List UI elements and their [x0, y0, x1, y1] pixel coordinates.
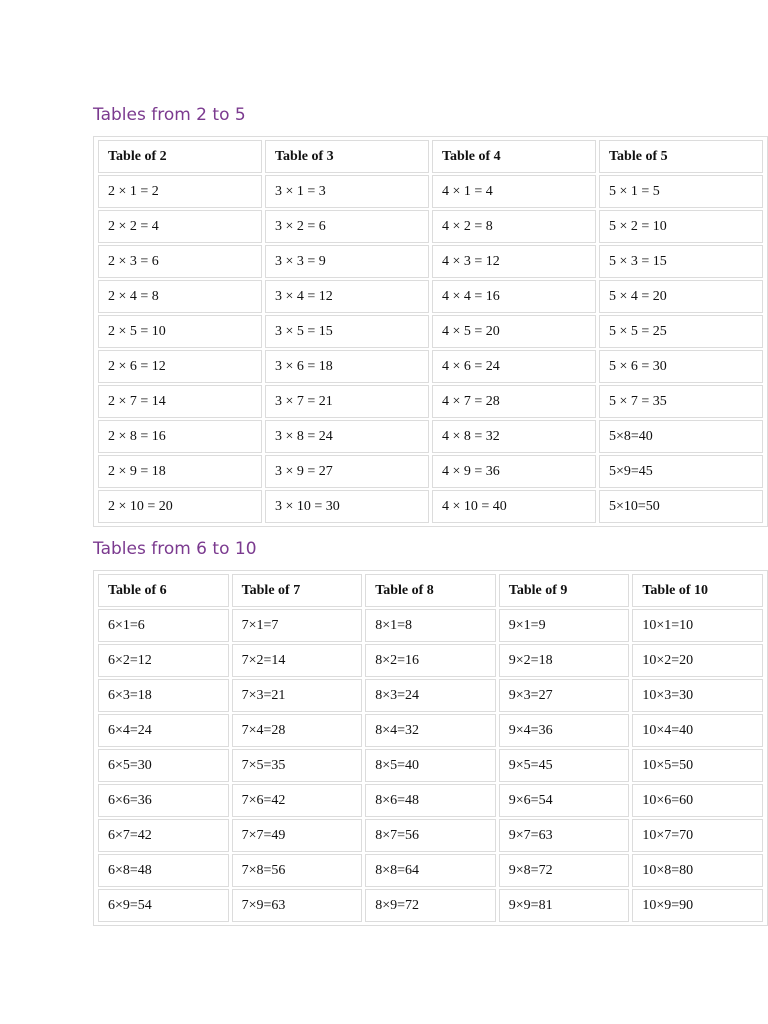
table-cell: 4 × 6 = 24 [432, 350, 596, 383]
table-cell: 7×1=7 [232, 609, 363, 642]
table-cell: 9×3=27 [499, 679, 630, 712]
table-cell: 2 × 5 = 10 [98, 315, 262, 348]
table-row [98, 784, 763, 817]
table-cell: 4 × 10 = 40 [432, 490, 596, 523]
table-cell: 4 × 2 = 8 [432, 210, 596, 243]
table-row [98, 350, 763, 383]
table-row [98, 315, 763, 348]
table-cell: 8×9=72 [365, 889, 496, 922]
table-row [98, 714, 763, 747]
table-cell: 9×1=9 [499, 609, 630, 642]
column-header: Table of 6 [98, 574, 229, 607]
table-cell: 3 × 8 = 24 [265, 420, 429, 453]
multiplication-table-6-to-10 [95, 572, 766, 924]
table-cell: 9×6=54 [499, 784, 630, 817]
table-cell: 5 × 1 = 5 [599, 175, 763, 208]
table-cell: 3 × 4 = 12 [265, 280, 429, 313]
column-header: Table of 5 [599, 140, 763, 173]
table-cell: 2 × 4 = 8 [98, 280, 262, 313]
table-cell: 3 × 5 = 15 [265, 315, 429, 348]
table-cell: 3 × 9 = 27 [265, 455, 429, 488]
column-header: Table of 3 [265, 140, 429, 173]
table-cell: 10×7=70 [632, 819, 763, 852]
table-cell: 9×4=36 [499, 714, 630, 747]
table-cell: 7×8=56 [232, 854, 363, 887]
column-header: Table of 9 [499, 574, 630, 607]
table-cell: 10×9=90 [632, 889, 763, 922]
column-header: Table of 7 [232, 574, 363, 607]
table-cell: 3 × 2 = 6 [265, 210, 429, 243]
table-cell: 6×8=48 [98, 854, 229, 887]
table-row [98, 819, 763, 852]
section-title-tables-6-to-10: Tables from 6 to 10 [93, 539, 257, 559]
table-cell: 7×5=35 [232, 749, 363, 782]
table-cell: 7×4=28 [232, 714, 363, 747]
table-cell: 4 × 9 = 36 [432, 455, 596, 488]
table-cell: 4 × 4 = 16 [432, 280, 596, 313]
table-cell: 5×9=45 [599, 455, 763, 488]
table-cell: 2 × 9 = 18 [98, 455, 262, 488]
table-cell: 9×9=81 [499, 889, 630, 922]
table-cell: 2 × 7 = 14 [98, 385, 262, 418]
table-cell: 3 × 6 = 18 [265, 350, 429, 383]
table-cell: 10×8=80 [632, 854, 763, 887]
table-cell: 5 × 2 = 10 [599, 210, 763, 243]
table-cell: 8×7=56 [365, 819, 496, 852]
table-cell: 7×6=42 [232, 784, 363, 817]
table-row [98, 175, 763, 208]
table-cell: 4 × 5 = 20 [432, 315, 596, 348]
table-cell: 6×4=24 [98, 714, 229, 747]
table-row [98, 455, 763, 488]
table-cell: 10×6=60 [632, 784, 763, 817]
table-cell: 7×9=63 [232, 889, 363, 922]
table-cell: 4 × 1 = 4 [432, 175, 596, 208]
table-row [98, 490, 763, 523]
table-cell: 10×1=10 [632, 609, 763, 642]
table-cell: 5×10=50 [599, 490, 763, 523]
table-cell: 2 × 10 = 20 [98, 490, 262, 523]
table-row [98, 245, 763, 278]
table-cell: 6×7=42 [98, 819, 229, 852]
table-cell: 4 × 3 = 12 [432, 245, 596, 278]
table-row [98, 280, 763, 313]
table-cell: 2 × 1 = 2 [98, 175, 262, 208]
table-cell: 6×5=30 [98, 749, 229, 782]
column-header: Table of 2 [98, 140, 262, 173]
table-cell: 9×5=45 [499, 749, 630, 782]
table-cell: 10×2=20 [632, 644, 763, 677]
table-container-6-to-10 [93, 570, 768, 926]
table-header-row [98, 140, 763, 173]
table-cell: 8×6=48 [365, 784, 496, 817]
table-cell: 3 × 10 = 30 [265, 490, 429, 523]
table-row [98, 644, 763, 677]
table-row [98, 679, 763, 712]
multiplication-table-2-to-5 [95, 138, 766, 525]
table-cell: 5 × 7 = 35 [599, 385, 763, 418]
column-header: Table of 4 [432, 140, 596, 173]
table-cell: 5 × 6 = 30 [599, 350, 763, 383]
table-cell: 5×8=40 [599, 420, 763, 453]
table-container-2-to-5 [93, 136, 768, 527]
table-cell: 8×4=32 [365, 714, 496, 747]
table-cell: 2 × 2 = 4 [98, 210, 262, 243]
table-cell: 9×2=18 [499, 644, 630, 677]
table-cell: 6×9=54 [98, 889, 229, 922]
column-header: Table of 8 [365, 574, 496, 607]
table-row [98, 854, 763, 887]
table-cell: 5 × 4 = 20 [599, 280, 763, 313]
table-cell: 2 × 3 = 6 [98, 245, 262, 278]
table-row [98, 609, 763, 642]
table-cell: 3 × 1 = 3 [265, 175, 429, 208]
table-cell: 2 × 8 = 16 [98, 420, 262, 453]
table-cell: 10×5=50 [632, 749, 763, 782]
table-cell: 3 × 3 = 9 [265, 245, 429, 278]
table-cell: 9×8=72 [499, 854, 630, 887]
section-title-tables-2-to-5: Tables from 2 to 5 [93, 105, 246, 125]
table-cell: 6×6=36 [98, 784, 229, 817]
table-cell: 8×5=40 [365, 749, 496, 782]
table-cell: 6×1=6 [98, 609, 229, 642]
column-header: Table of 10 [632, 574, 763, 607]
table-cell: 5 × 5 = 25 [599, 315, 763, 348]
table-cell: 8×1=8 [365, 609, 496, 642]
table-cell: 7×3=21 [232, 679, 363, 712]
table-cell: 10×3=30 [632, 679, 763, 712]
table-header-row [98, 574, 763, 607]
table-cell: 7×2=14 [232, 644, 363, 677]
table-cell: 2 × 6 = 12 [98, 350, 262, 383]
table-cell: 6×3=18 [98, 679, 229, 712]
table-cell: 8×2=16 [365, 644, 496, 677]
table-row [98, 210, 763, 243]
table-cell: 3 × 7 = 21 [265, 385, 429, 418]
table-row [98, 420, 763, 453]
table-cell: 4 × 7 = 28 [432, 385, 596, 418]
table-cell: 8×8=64 [365, 854, 496, 887]
table-cell: 7×7=49 [232, 819, 363, 852]
table-cell: 8×3=24 [365, 679, 496, 712]
table-row [98, 889, 763, 922]
table-cell: 5 × 3 = 15 [599, 245, 763, 278]
table-cell: 4 × 8 = 32 [432, 420, 596, 453]
table-cell: 9×7=63 [499, 819, 630, 852]
table-row [98, 385, 763, 418]
table-cell: 6×2=12 [98, 644, 229, 677]
table-cell: 10×4=40 [632, 714, 763, 747]
table-row [98, 749, 763, 782]
